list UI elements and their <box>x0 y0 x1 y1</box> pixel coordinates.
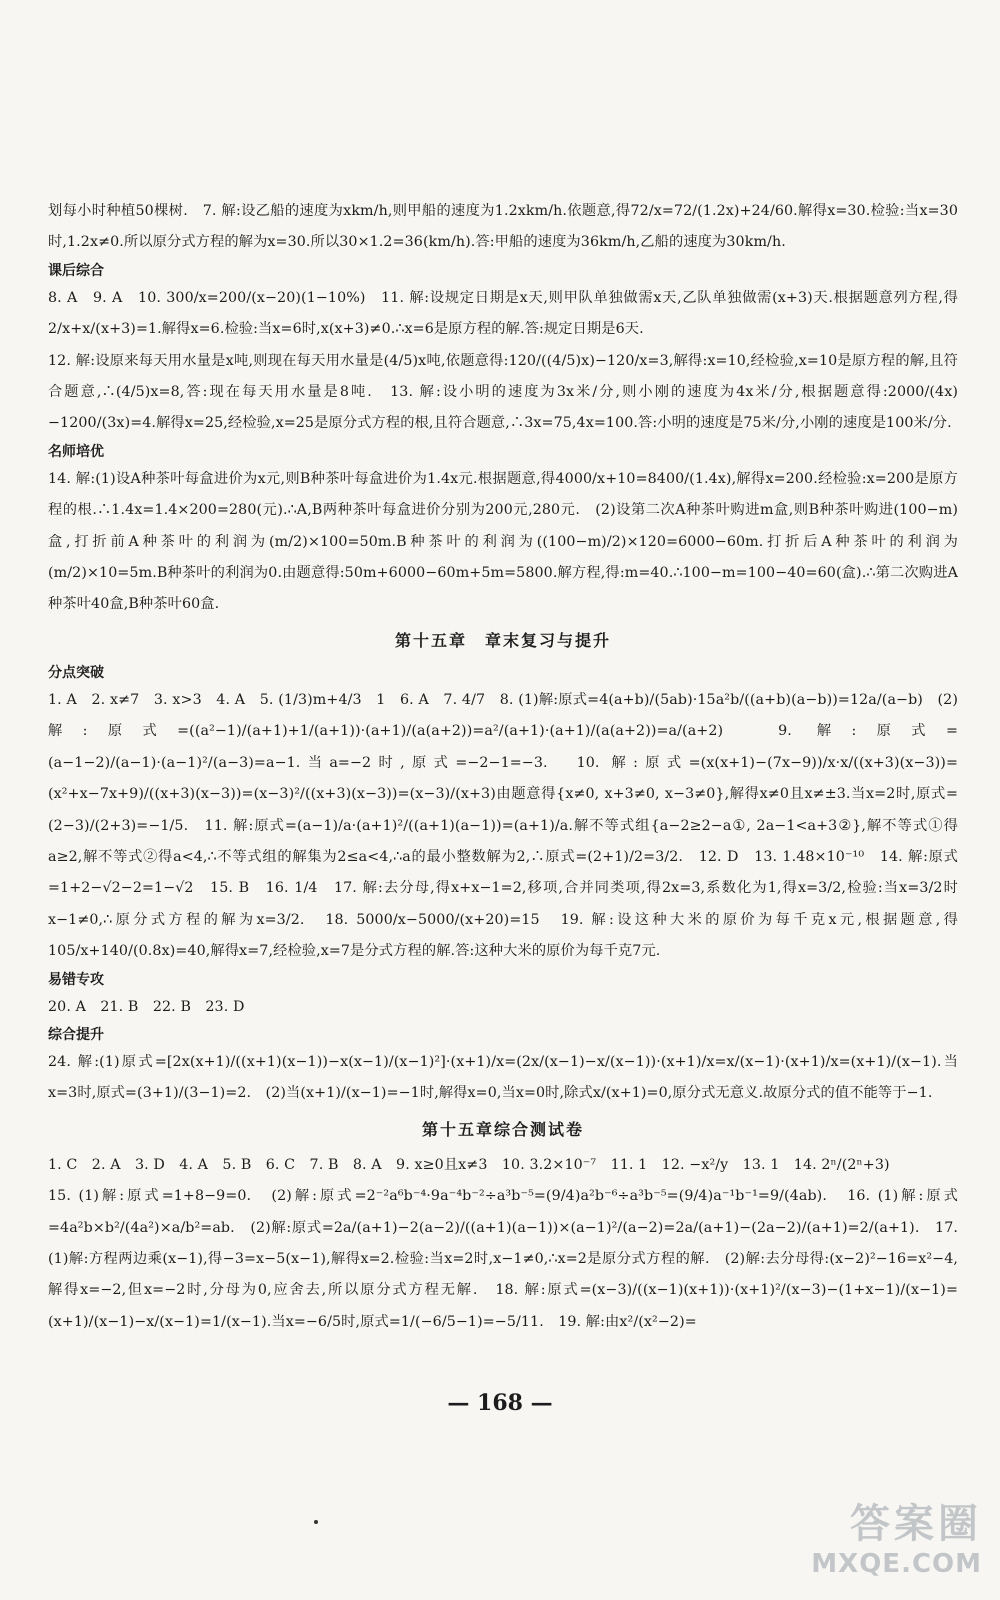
watermark-bottom-text: MXQE.COM <box>811 1549 982 1579</box>
paragraph-6: 20. A 21. B 22. B 23. D <box>48 998 245 1015</box>
paragraph-7: 24. 解:(1)原式=[2x(x+1)/((x+1)(x−1))−x(x−1)/(x−1)²]·(x+1)/x=(2x/(x−1)−x/(x−1))·(x+1)/x=x/(x−1)·(x+1)/x=(x+1)/(x−1).当x=3时,原式=(3+1)/(3−1)=2. (2)当(x+1)/(x−1)=−1时,解得x=0,当x=0时,除式x/(x+1)=0,原分式无意义.故原分式的值不能等于−1. <box>48 1053 958 1102</box>
watermark-logo <box>772 1492 982 1582</box>
paragraph-8: 1. C 2. A 3. D 4. A 5. B 6. C 7. B 8. A 9. x≥0且x≠3 10. 3.2×10⁻⁷ 11. 1 12. −x²/y 13. 1 14. 2ⁿ/(2ⁿ+3) <box>48 1156 890 1173</box>
paragraph-9: 15. (1)解:原式=1+8−9=0. (2)解:原式=2⁻²a⁶b⁻⁴·9a⁻⁴b⁻²÷a³b⁻⁵=(9/4)a²b⁻⁶÷a³b⁻⁵=(9/4)a⁻¹b⁻¹=9/(4ab). 16. (1)解:原式=4a²b×b²/(4a²)×a/b²=ab. (2)解:原式=2a/(a+1)−2(a−2)/((a+1)(a−1))×(a−1)²/(a−2)=2a/(a+1)−(2a−2)/(a+1)=2/(a+1). 17. (1)解:方程两边乘(x−1),得−3=x−5(x−1),解得x=2.检验:当x=2时,x−1≠0,∴x=2是原分式方程的解. (2)解:去分母得:(x−2)²−16=x²−4,解得x=−2,但x=−2时,分母为0,应舍去,所以原分式方程无解. 18. 解:原式=(x−3)/((x−1)(x+1))·(x+1)²/(x−3)−(1+x−1)/(x−1)=(x+1)/(x−1)−x/(x−1)=1/(x−1).当x=−6/5时,原式=1/(−6/5−1)=−5/11. 19. 解:由x²/(x²−2)= <box>48 1188 958 1330</box>
page-number-value: 168 <box>477 1390 523 1416</box>
chapter-title-review: 第十五章 章末复习与提升 <box>394 630 611 650</box>
paragraph-2: 8. A 9. A 10. 300/x=200/(x−20)(1−10%) 11. 解:设规定日期是x天,则甲队单独做需x天,乙队单独做需(x+3)天.根据题意列方程,得2/x+x/(x+3)=1.解得x=6.检验:当x=6时,x(x+3)≠0.∴x=6是原方程的解.答:规定日期是6天. <box>48 289 958 338</box>
stray-dot <box>314 1520 318 1524</box>
paragraph-3: 12. 解:设原来每天用水量是x吨,则现在每天用水量是(4/5)x吨,依题意得:120/((4/5)x)−120/x=3,解得:x=10,经检验,x=10是原方程的解,且符合题意,∴(4/5)x=8,答:现在每天用水量是8吨. 13. 解:设小明的速度为3x米/分,则小刚的速度为4x米/分,根据题意得:2000/(4x)−1200/(3x)=4.解得x=25,经检验,x=25是原分式方程的根,且符合题意,∴3x=75,4x=100.答:小明的速度是75米/分,小刚的速度是100米/分. <box>48 352 958 432</box>
heading-kehou-zonghe: 课后综合 <box>48 262 104 279</box>
heading-mingshi-peiyou: 名师培优 <box>48 443 104 460</box>
answer-content <box>48 196 958 1338</box>
heading-zonghe-tisheng: 综合提升 <box>48 1026 104 1043</box>
page-number: — 168 — <box>447 1390 553 1416</box>
paragraph-1: 划每小时种植50棵树. 7. 解:设乙船的速度为xkm/h,则甲船的速度为1.2xkm/h.依题意,得72/x=72/(1.2x)+24/60.解得x=30.检验:当x=30时,1.2x≠0.所以原分式方程的解为x=30.所以30×1.2=36(km/h).答:甲船的速度为36km/h,乙船的速度为30km/h. <box>48 203 958 251</box>
paragraph-5: 1. A 2. x≠7 3. x>3 4. A 5. (1/3)m+4/3 1 6. A 7. 4/7 8. (1)解:原式=4(a+b)/(5ab)·15a²b/((a+b)(a−b))=12a/(a−b) (2)解:原式=((a²−1)/(a+1)+1/(a+1))·(a+1)/(a(a+2))=a²/(a+1)·(a+1)/(a(a+2))=a/(a+2) 9. 解:原式=(a−1−2)/(a−1)·(a−1)²/(a−3)=a−1.当a=−2时,原式=−2−1=−3. 10. 解:原式=(x(x+1)−(7x−9))/x·x/((x+3)(x−3))=(x²+x−7x+9)/((x+3)(x−3))=(x−3)²/((x+3)(x−3))=(x−3)/(x+3)由题意得{x≠0, x+3≠0, x−3≠0},解得x≠0且x≠±3.当x=2时,原式=(2−3)/(2+3)=−1/5. 11. 解:原式=(a−1)/a·(a+1)²/((a+1)(a−1))=(a+1)/a.解不等式组{a−2≥2−a①, 2a−1<a+3②},解不等式①得a≥2,解不等式②得a<4,∴不等式组的解集为2≤a<4,∴a的最小整数解为2,∴原式=(2+1)/2=3/2. 12. D 13. 1.48×10⁻¹⁰ 14. 解:原式=1+2−√2−2=1−√2 15. B 16. 1/4 17. 解:去分母,得x+x−1=2,移项,合并同类项,得2x=3,系数化为1,得x=3/2,检验:当x=3/2时x−1≠0,∴原分式方程的解为x=3/2. 18. 5000/x−5000/(x+20)=15 19. 解:设这种大米的原价为每千克x元,根据题意,得105/x+140/(0.8x)=40,解得x=7,经检验,x=7是分式方程的解.答:这种大米的原价为每千克7元. <box>48 691 958 960</box>
watermark-top-text: 答案圈 <box>850 1501 982 1547</box>
paragraph-4: 14. 解:(1)设A种茶叶每盒进价为x元,则B种茶叶每盒进价为1.4x元.根据题意,得4000/x+10=8400/(1.4x),解得x=200.经检验:x=200是原方程的根.∴1.4x=1.4×200=280(元).∴A,B两种茶叶每盒进价分别为200元,280元. (2)设第二次A种茶叶购进m盒,则B种茶叶购进(100−m)盒,打折前A种茶叶的利润为(m/2)×100=50m.B种茶叶的利润为((100−m)/2)×120=6000−60m.打折后A种茶叶的利润为(m/2)×10=5m.B种茶叶的利润为0.由题意得:50m+6000−60m+5m=5800.解方程,得:m=40.∴100−m=100−40=60(盒).∴第二次购进A种茶叶40盒,B种茶叶60盒. <box>48 470 958 613</box>
chapter-title-test: 第十五章综合测试卷 <box>421 1119 584 1139</box>
heading-fendian-tupo: 分点突破 <box>48 664 104 681</box>
heading-yicuo-zhuangong: 易错专攻 <box>48 971 104 988</box>
